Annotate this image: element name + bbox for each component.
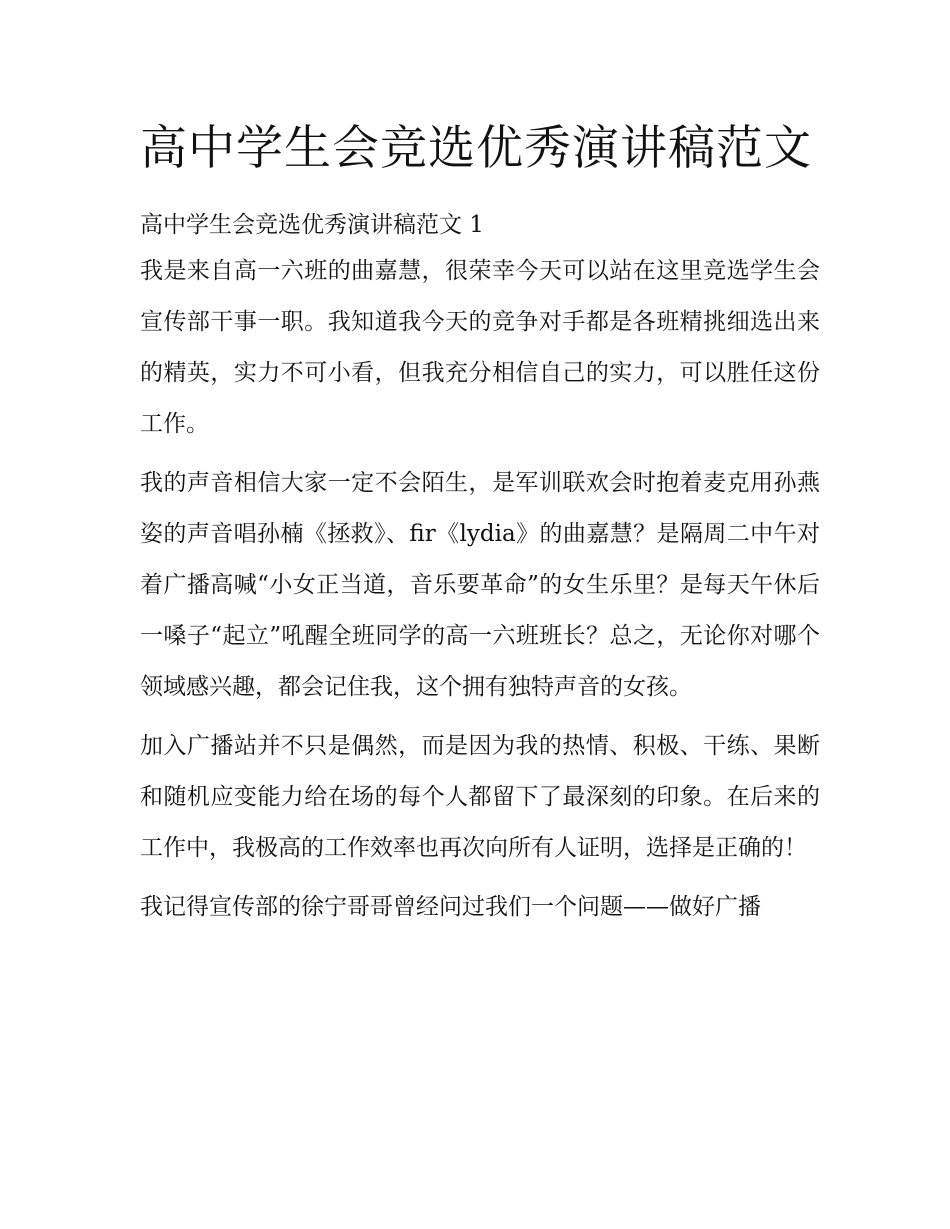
paragraph: 我的声音相信大家一定不会陌生，是军训联欢会时抱着麦克用孙燕姿的声音唱孙楠《拯救》、fir《lydia》的曲嘉慧？是隔周二中午对着广播高喊“小女正当道，音乐要革命”的女生乐里？是每天午休后一嗓子“起立”吼醒全班同学的高一六班班长？总之，无论你对哪个领域感兴趣，都会记住我，这个拥有独特声音的女孩。 (140, 470, 820, 700)
paragraph: 加入广播站并不只是偶然，而是因为我的热情、积极、干练、果断和随机应变能力给在场的每个人都留下了最深刻的印象。在后来的工作中，我极高的工作效率也再次向所有人证明，选择是正确的！ (140, 733, 820, 861)
document-title: 高中学生会竞选优秀演讲稿范文 (140, 121, 812, 176)
paragraph: 我记得宣传部的徐宁哥哥曾经问过我们一个问题——做好广播 (140, 894, 761, 920)
section-subtitle: 高中学生会竞选优秀演讲稿范文 1 (140, 212, 484, 238)
paragraph: 我是来自高一六班的曲嘉慧，很荣幸今天可以站在这里竞选学生会宣传部干事一职。我知道我今天的竞争对手都是各班精挑细选出来的精英，实力不可小看，但我充分相信自己的实力，可以胜任这份工作。 (140, 258, 820, 437)
document-body (140, 112, 820, 933)
